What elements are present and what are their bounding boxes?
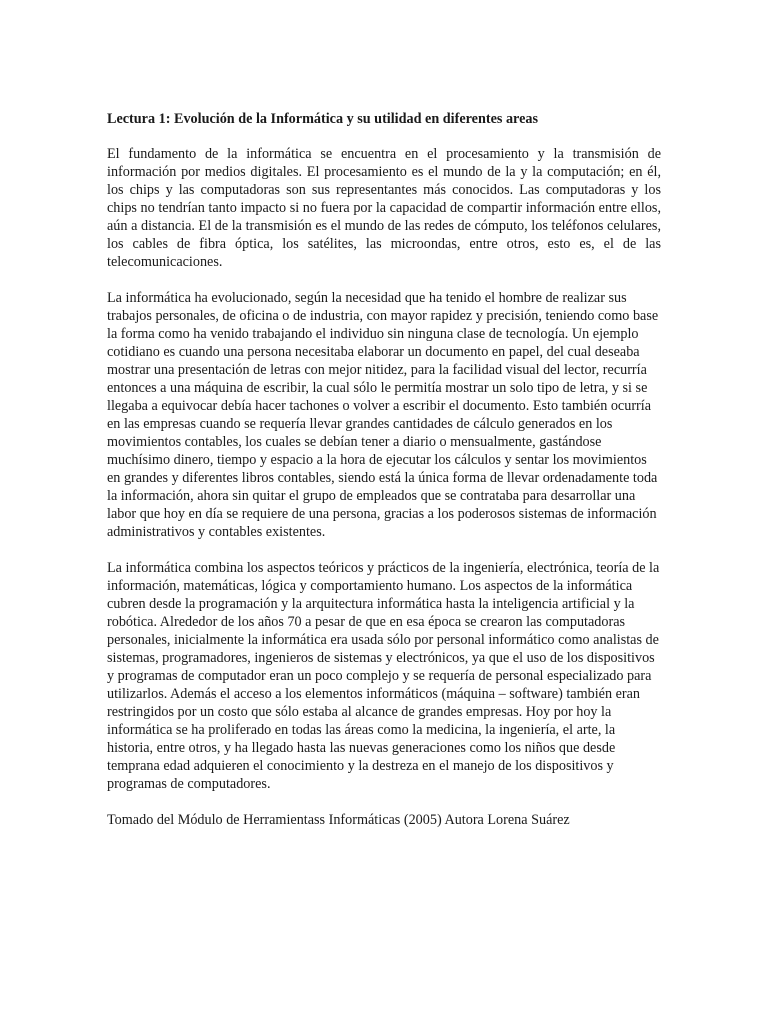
source-citation: Tomado del Módulo de Herramientass Informáticas (2005) Autora Lorena Suárez — [107, 812, 570, 828]
paragraph-2: La informática ha evolucionado, según la necesidad que ha tenido el hombre de realizar sus trabajos personales, de oficina o de industria, con mayor rapidez y precisión, teniendo como base la forma como ha venido trabajando el individuo sin ninguna clase de tecnología. Un ejemplo cotidiano es cuando una persona necesitaba elaborar un documento en papel, del cual deseaba mostrar una presentación de letras con mejor nitidez, para la facilidad visual del lector, recurría entonces a una máquina de escribir, la cual sólo le permitía mostrar un solo tipo de letra, y si se llegaba a equivocar debía hacer tachones o volver a escribir el documento. Esto también ocurría en las empresas cuando se requería llevar grandes cantidades de cálculo generados en los movimientos contables, los cuales se debían tener a diario o mensualmente, gastándose muchísimo dinero, tiempo y espacio a la hora de ejecutar los cálculos y sentar los movimientos en grandes y diferentes libros contables, siendo está la única forma de llevar ordenadamente toda la información, ahora sin quitar el grupo de empleados que se contrataba para desarrollar una labor que hoy en día se requiere de una persona, gracias a los poderosos sistemas de información administrativos y contables existentes. — [107, 290, 659, 540]
paragraph-3: La informática combina los aspectos teóricos y prácticos de la ingeniería, electrónica, teoría de la información, matemáticas, lógica y comportamiento humano. Los aspectos de la informática cubren desde la programación y la arquitectura informática hasta la inteligencia artificial y la robótica. Alrededor de los años 70 a pesar de que en esa época se crearon las computadoras personales, inicialmente la informática era usada sólo por personal informático como analistas de sistemas, programadores, ingenieros de sistemas y electrónicos, ya que el uso de los dispositivos y programas de computador eran un poco complejo y se requería de personal especializado para utilizarlos. Además el acceso a los elementos informáticos (máquina – software) también eran restringidos por un costo que sólo estaba al alcance de grandes empresas. Hoy por hoy la informática se ha proliferado en todas las áreas como la medicina, la ingeniería, el arte, la historia, entre otros, y ha llegado hasta las nuevas generaciones como los niños que desde temprana edad adquieren el conocimiento y la destreza en el manejo de los dispositivos y programas de computadores. — [107, 560, 660, 792]
paragraph-1: El fundamento de la informática se encuentra en el procesamiento y la transmisión de información por medios digitales. El procesamiento es el mundo de la y la computación; en él, los chips y las computadoras son sus representantes más conocidos. Las computadoras y los chips no tendrían tanto impacto si no fuera por la capacidad de compartir información entre ellos, aún a distancia. El de la transmisión es el mundo de las redes de cómputo, los teléfonos celulares, los cables de fibra óptica, los satélites, las microondas, entre otros, esto es, el de las telecomunicaciones. — [107, 146, 661, 270]
document-title: Lectura 1: Evolución de la Informática y su utilidad en diferentes areas — [107, 111, 539, 127]
document-body — [107, 110, 661, 829]
